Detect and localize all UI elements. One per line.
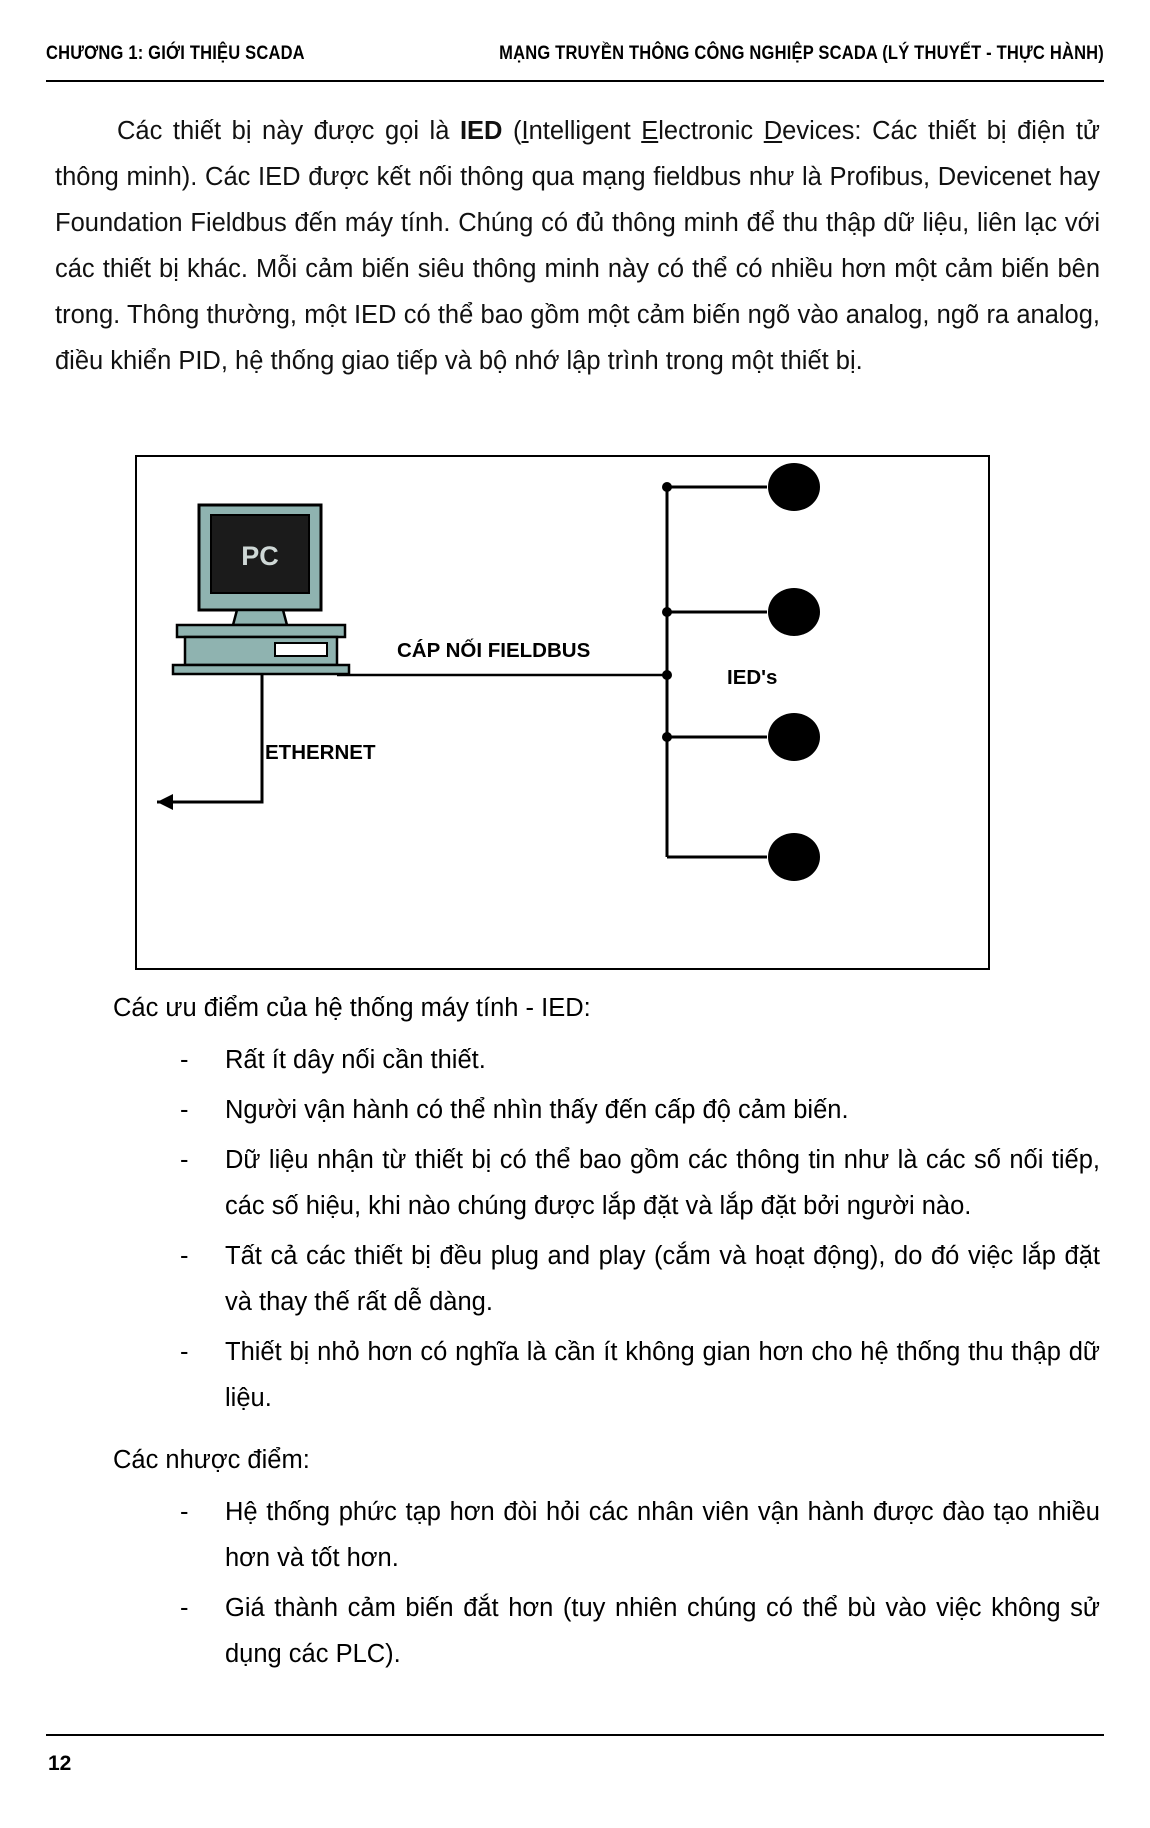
header-book-title: MẠNG TRUYỀN THÔNG CÔNG NGHIỆP SCADA (LÝ THUYẾT - THỰC HÀNH) (499, 42, 1104, 64)
para-text-rest: evices: Các thiết bị điện tử thông minh). Các IED được kết nối thông qua mạng fieldbus như là Profibus, Devicenet hay Foundation Fieldbus đến máy tính. Chúng có đủ thông minh để thu thập dữ liệu, liên lạc với các thiết bị khác. Mỗi cảm biến siêu thông minh này có thể có nhiều hơn một cảm biến bên trong. Thông thường, một IED có thể bao gồm một cảm biến ngõ vào analog, ngõ ra analog, điều khiển PID, hệ thống giao tiếp và bộ nhớ lập trình trong một thiết bị. (55, 117, 1101, 375)
list-item-text: Rất ít dây nối cần thiết. (225, 1046, 486, 1074)
para-underline-i: I (521, 117, 529, 145)
list-dash: - (180, 1338, 189, 1366)
list-item-text: Hệ thống phức tạp hơn đòi hỏi các nhân viên vận hành được đào tạo nhiều hơn và tốt hơn. (225, 1498, 1100, 1572)
figure-pc-ied-network (135, 455, 990, 970)
advantages-lead: Các ưu điểm của hệ thống máy tính - IED: (113, 994, 591, 1022)
ieds-label: IED's (727, 666, 778, 689)
para-bold-ied: IED (459, 117, 503, 145)
list-dash: - (180, 1096, 189, 1124)
junction-dot-2 (662, 607, 672, 617)
disadvantages-lead: Các nhược điểm: (113, 1446, 310, 1474)
list-item (55, 1233, 1100, 1325)
list-item-text: Giá thành cảm biến đắt hơn (tuy nhiên chúng có thể bù vào việc không sử dụng các PLC). (225, 1594, 1100, 1668)
ied-node-1 (768, 463, 820, 511)
list-item (55, 1489, 1100, 1581)
page-number: 12 (48, 1752, 72, 1775)
pc-base-top (177, 625, 345, 637)
para-underline-e: E (641, 117, 659, 145)
list-dash: - (180, 1242, 189, 1270)
list-dash: - (180, 1594, 189, 1622)
list-item (55, 1037, 1100, 1083)
list-item (55, 1087, 1100, 1133)
pc-base-bottom (173, 665, 349, 674)
ied-node-2 (768, 588, 820, 636)
junction-dot-3 (662, 732, 672, 742)
list-dash: - (180, 1146, 189, 1174)
header-chapter-title: CHƯƠNG 1: GIỚI THIỆU SCADA (46, 42, 305, 64)
figure-diagram (137, 457, 988, 968)
ethernet-arrow-head (157, 794, 173, 810)
header-divider (46, 80, 1104, 82)
fieldbus-cable-label: CÁP NỐI FIELDBUS (397, 639, 591, 662)
list-item-text: Tất cả các thiết bị đều plug and play (cắm và hoạt động), do đó việc lắp đặt và thay thế rất dễ dàng. (225, 1242, 1100, 1316)
list-dash: - (180, 1498, 189, 1526)
pc-keyboard-key (275, 643, 327, 656)
intro-paragraph (55, 108, 1100, 384)
page-header (46, 42, 1104, 65)
monitor-stand (233, 610, 287, 625)
list-dash: - (180, 1046, 189, 1074)
para-text-1: Các thiết bị này được gọi là (117, 117, 460, 145)
para-open-paren: ( (502, 117, 522, 145)
list-item (55, 1329, 1100, 1421)
para-text-lectronic: lectronic (658, 117, 764, 145)
ethernet-line (157, 674, 262, 802)
para-text-ntelligent: ntelligent (528, 117, 642, 145)
advantages-list (55, 1037, 1100, 1421)
ied-node-3 (768, 713, 820, 761)
list-item-text: Người vận hành có thể nhìn thấy đến cấp độ cảm biến. (225, 1096, 849, 1124)
junction-dot-1 (662, 482, 672, 492)
list-item-text: Thiết bị nhỏ hơn có nghĩa là cần ít không gian hơn cho hệ thống thu thập dữ liệu. (225, 1338, 1100, 1412)
ied-node-4 (768, 833, 820, 881)
lists-block (55, 985, 1100, 1681)
list-item (55, 1585, 1100, 1677)
monitor-screen-label: PC (241, 541, 279, 571)
ethernet-label: ETHERNET (265, 741, 376, 764)
para-underline-d: D (763, 117, 783, 145)
intro-paragraph-block (55, 108, 1100, 384)
list-item (55, 1137, 1100, 1229)
footer-divider (46, 1734, 1104, 1736)
disadvantages-list (55, 1489, 1100, 1677)
list-item-text: Dữ liệu nhận từ thiết bị có thể bao gồm các thông tin như là các số nối tiếp, các số hiệu, khi nào chúng được lắp đặt và lắp đặt bởi người nào. (225, 1146, 1100, 1220)
